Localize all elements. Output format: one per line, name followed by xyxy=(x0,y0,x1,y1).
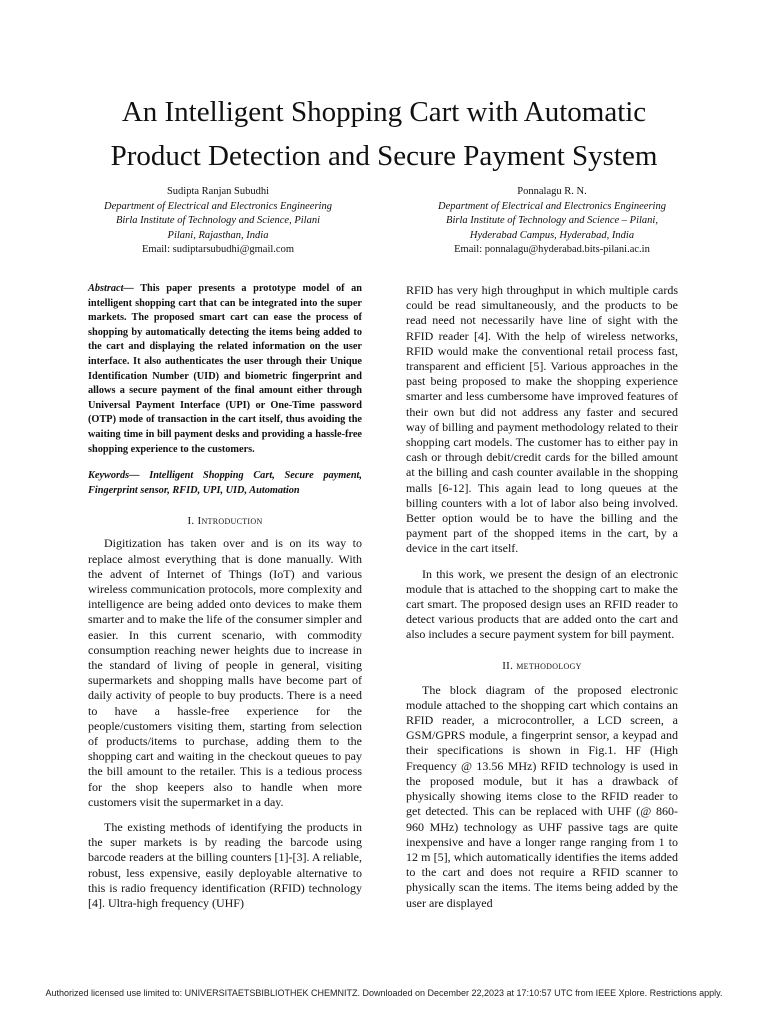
intro-paragraph-3: RFID has very high throughput in which multiple cards could be read simultaneously, and the products to be read need not necessarily have line of sight with the RFID reader [4]. With the help of wireless networks, RFID would make the conventional retail process fast, transparent and efficient [5]. Various approaches in the past being proposed to make the shopping experience smarter and less cumbersome have improved features of their own but did not address any faster and secured way of billing and payment methodology related to their shopping cart models. The customer has to either pay in cash or through debit/credit cards for the billed amount at the billing and cash counter available in the shopping malls [6-12]. This again lead to long queues at the billing counters with a lot of labor also being involved. Better option would be to have the billing and the payment part of the shopped items in the cart, by a device in the cart itself. xyxy=(406,283,678,556)
right-column xyxy=(406,283,678,911)
title-line-2: Product Detection and Secure Payment System xyxy=(110,140,658,172)
abstract xyxy=(88,282,362,457)
author-institution: Birla Institute of Technology and Science – Pilani, xyxy=(446,215,658,226)
author-block-2 xyxy=(382,185,722,258)
author-department: Department of Electrical and Electronics Engineering xyxy=(438,200,666,212)
abstract-text: This paper presents a prototype model of an intelligent shopping cart that can be integrated into the super markets. The proposed smart cart can ease the process of shopping by automatically detecting the items being added to the cart and displaying the related information on the user interface. It also authenticates the user through their Unique Identification Number (UID) and biometric fingerprint and allows a secure payment of the final amount either through Universal Payment Interface (UPI) or One-Time password (OTP) mode of transaction in the cart itself, thus avoiding the waiting time in bill payment desks and providing a hassle-free shopping experience to the customers. xyxy=(88,283,362,455)
author-name: Sudipta Ranjan Subudhi xyxy=(166,186,270,197)
author-location: Hyderabad Campus, Hyderabad, India xyxy=(469,229,635,241)
author-department: Department of Electrical and Electronics Engineering xyxy=(104,200,332,212)
author-name: Ponnalagu R. N. xyxy=(517,186,587,197)
author-email: Email: ponnalagu@hyderabad.bits-pilani.ac.in xyxy=(454,244,650,255)
keywords: Keywords— Intelligent Shopping Cart, Secure payment, Fingerprint sensor, RFID, UPI, UID, Automation xyxy=(88,470,362,496)
author-location: Pilani, Rajasthan, India xyxy=(167,229,269,241)
intro-paragraph-4: In this work, we present the design of an electronic module that is attached to the shopping cart to make the cart smart. The proposed design uses an RFID reader to detect various products that are added onto the cart and also includes a secure payment system for bill payment. xyxy=(406,566,678,642)
author-block-1 xyxy=(48,185,388,258)
abstract-lead: Abstract— xyxy=(88,283,134,294)
section-heading-methodology: II. methodology xyxy=(502,659,582,672)
author-institution: Birla Institute of Technology and Science, Pilani xyxy=(115,215,321,226)
section-heading-introduction: I. Introduction xyxy=(187,515,263,528)
paper-title xyxy=(40,90,728,178)
methodology-paragraph-1: The block diagram of the proposed electronic module attached to the shopping cart which contains an RFID reader, a microcontroller, a LCD screen, a GSM/GPRS module, a fingerprint sensor, a keypad and their specifications is shown in Fig.1. HF (High Frequency @ 13.56 MHz) RFID technology is used in the proposed module, but it has a drawback of physically showing items close to the RFID reader to get detected. This can be replaced with UHF (@ 860-960 MHz) technology as UHF passive tags are quite inexpensive and have a longer range ranging from 1 to 12 m [5], which automatically identifies the items added to the cart and does not require a RFID scanner to physically scan the items. The items being added by the user are displayed xyxy=(406,682,678,910)
intro-paragraph-1: Digitization has taken over and is on its way to replace almost everything that is done manually. With the advent of Internet of Things (IoT) and various wireless communication protocols, more complexity and intelligence are being added onto devices to make them smarter and to make the life of the consumer simpler and easier. In this current scenario, with commodity consumption reaching newer heights due to increase in the standard of living of people in general, visiting supermarkets and shopping malls have become part of daily activity of people to buy products. There is a need to have a hassle-free experience for the people/customers visiting them, starting from selection of products/items to purchase, adding them to the shopping cart and waiting in the checkout queues to pay the bill amount to the retailer. This is a tedious process for the shop keepers also to handle when more customers visit the supermarket in a day. xyxy=(88,536,362,809)
author-email: Email: sudiptarsubudhi@gmail.com xyxy=(142,244,294,255)
title-line-1: An Intelligent Shopping Cart with Automatic xyxy=(121,96,647,128)
left-column xyxy=(88,282,362,911)
license-footer: Authorized licensed use limited to: UNIVERSITAETSBIBLIOTHEK CHEMNITZ. Downloaded on December 22,2023 at 17:10:57 UTC from IEEE Xplore. Restrictions apply. xyxy=(45,988,723,998)
intro-paragraph-2: The existing methods of identifying the products in the super markets is by reading the barcode using barcode readers at the billing counters [1]-[3]. A reliable, robust, less expensive, easily deployable alternative to this is radio frequency identification (RFID) technology [4]. Ultra-high frequency (UHF) xyxy=(88,819,362,910)
